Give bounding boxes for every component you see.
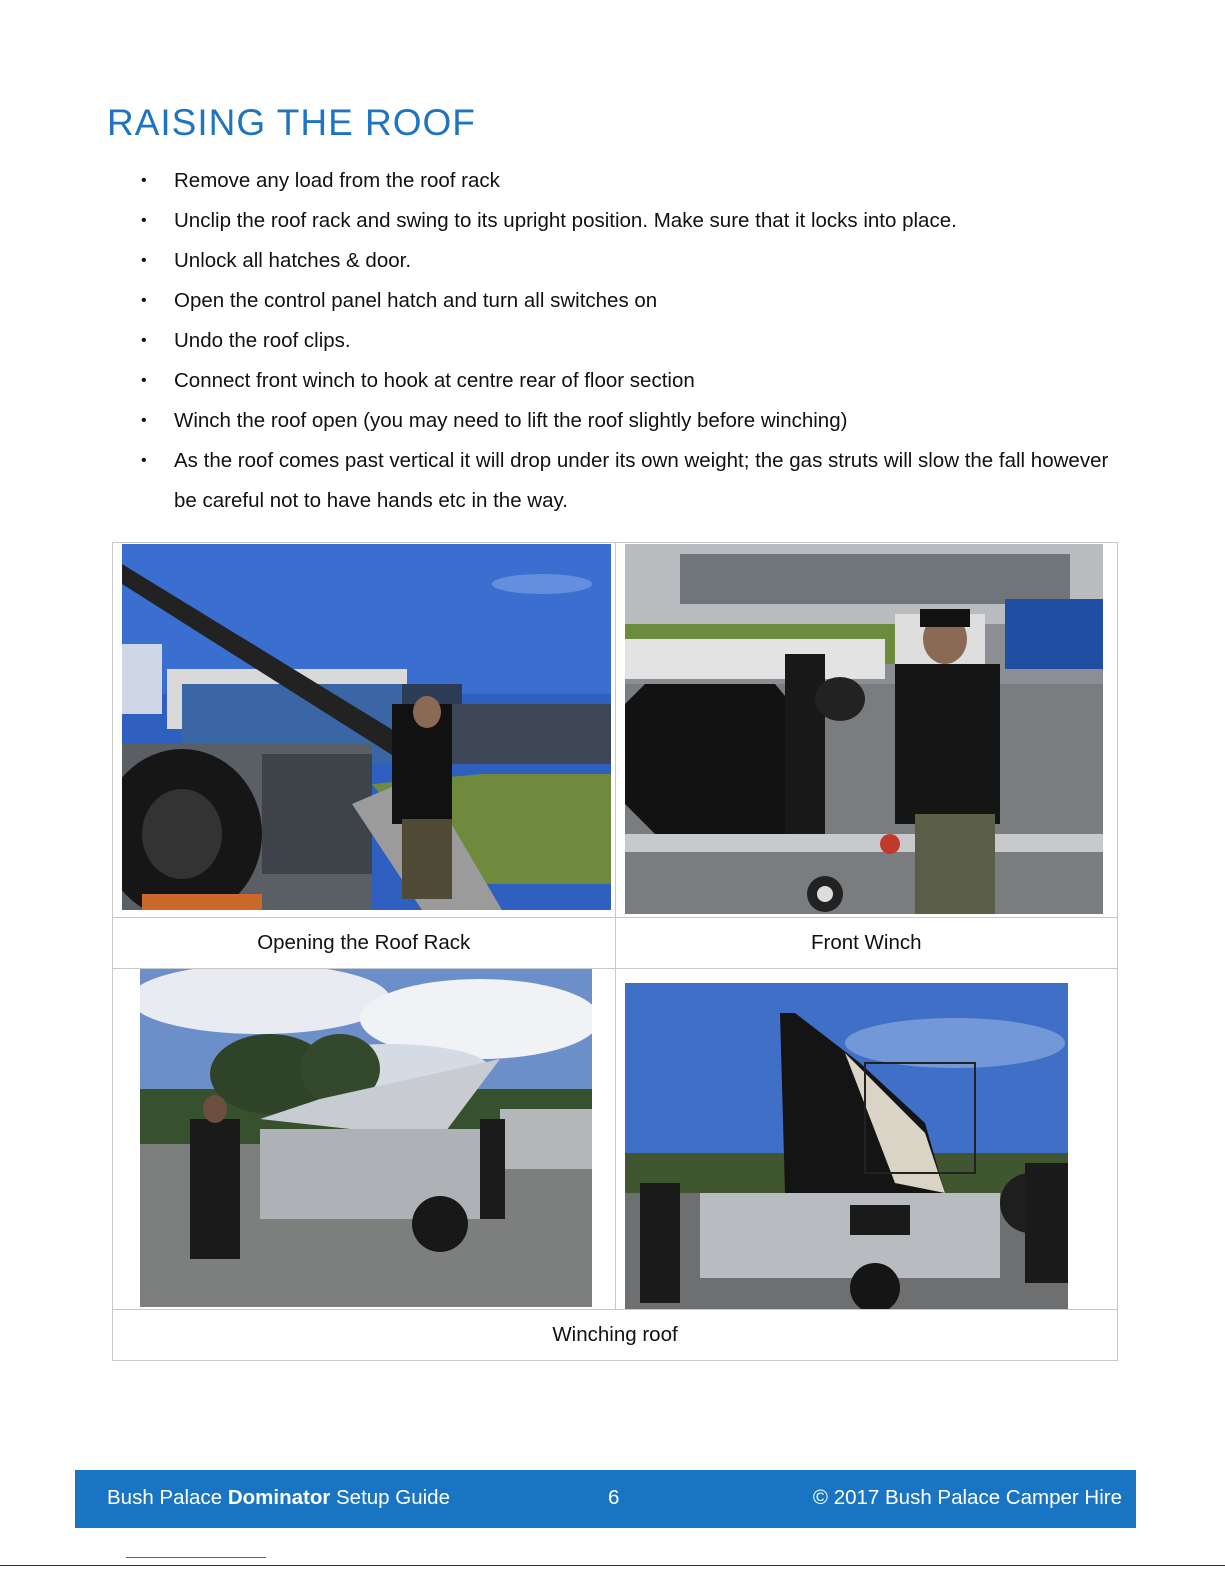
list-item-text: As the roof comes past vertical it will drop under its own weight; the gas struts will slow the fall however be careful not to have hands etc in the way. bbox=[174, 449, 1109, 512]
bullet-icon: • bbox=[141, 452, 147, 469]
list-item-text: Open the control panel hatch and turn all switches on bbox=[174, 289, 658, 312]
footer-brand-bold: Dominator bbox=[227, 1486, 331, 1509]
list-item bbox=[141, 401, 1131, 441]
list-item bbox=[141, 201, 1131, 241]
photo-winching-roof-2 bbox=[625, 983, 1068, 1309]
photo-table bbox=[112, 542, 1118, 1361]
footer-brand-prefix: Bush Palace bbox=[107, 1486, 228, 1509]
page-footer bbox=[75, 1470, 1136, 1528]
footnote-mark bbox=[126, 1557, 266, 1558]
list-item-text: Remove any load from the roof rack bbox=[174, 169, 500, 192]
bullet-icon: • bbox=[141, 412, 147, 429]
footer-title bbox=[107, 1486, 450, 1510]
bullet-icon: • bbox=[141, 212, 147, 229]
bullet-icon: • bbox=[141, 372, 147, 389]
photo-caption-1: Opening the Roof Rack bbox=[113, 918, 616, 969]
bullet-icon: • bbox=[141, 252, 147, 269]
instruction-list bbox=[141, 161, 1131, 521]
photo-cell bbox=[113, 969, 616, 1310]
bullet-icon: • bbox=[141, 292, 147, 309]
photo-cell bbox=[615, 543, 1118, 918]
photo-front-winch bbox=[625, 544, 1103, 914]
page-number: 6 bbox=[608, 1486, 620, 1509]
page-heading: RAISING THE ROOF bbox=[107, 102, 476, 143]
list-item-text: Unclip the roof rack and swing to its upright position. Make sure that it locks into place. bbox=[174, 209, 957, 232]
footer-brand-suffix: Setup Guide bbox=[330, 1486, 450, 1509]
list-item bbox=[141, 441, 1131, 521]
bottom-divider bbox=[0, 1565, 1225, 1566]
photo-caption-3: Winching roof bbox=[113, 1310, 1118, 1361]
bullet-icon: • bbox=[141, 172, 147, 189]
list-item-text: Winch the roof open (you may need to lift the roof slightly before winching) bbox=[174, 409, 848, 432]
list-item bbox=[141, 241, 1131, 281]
list-item bbox=[141, 161, 1131, 201]
list-item-text: Connect front winch to hook at centre rear of floor section bbox=[174, 369, 695, 392]
footer-copyright: © 2017 Bush Palace Camper Hire bbox=[812, 1486, 1122, 1509]
list-item-text: Undo the roof clips. bbox=[174, 329, 351, 352]
bullet-icon: • bbox=[141, 332, 147, 349]
list-item-text: Unlock all hatches & door. bbox=[174, 249, 412, 272]
photo-caption-2: Front Winch bbox=[615, 918, 1118, 969]
photo-winching-roof-1 bbox=[140, 969, 592, 1307]
list-item bbox=[141, 281, 1131, 321]
photo-opening-roof-rack bbox=[122, 544, 611, 910]
list-item bbox=[141, 361, 1131, 401]
photo-cell bbox=[615, 969, 1118, 1310]
list-item bbox=[141, 321, 1131, 361]
photo-cell bbox=[113, 543, 616, 918]
